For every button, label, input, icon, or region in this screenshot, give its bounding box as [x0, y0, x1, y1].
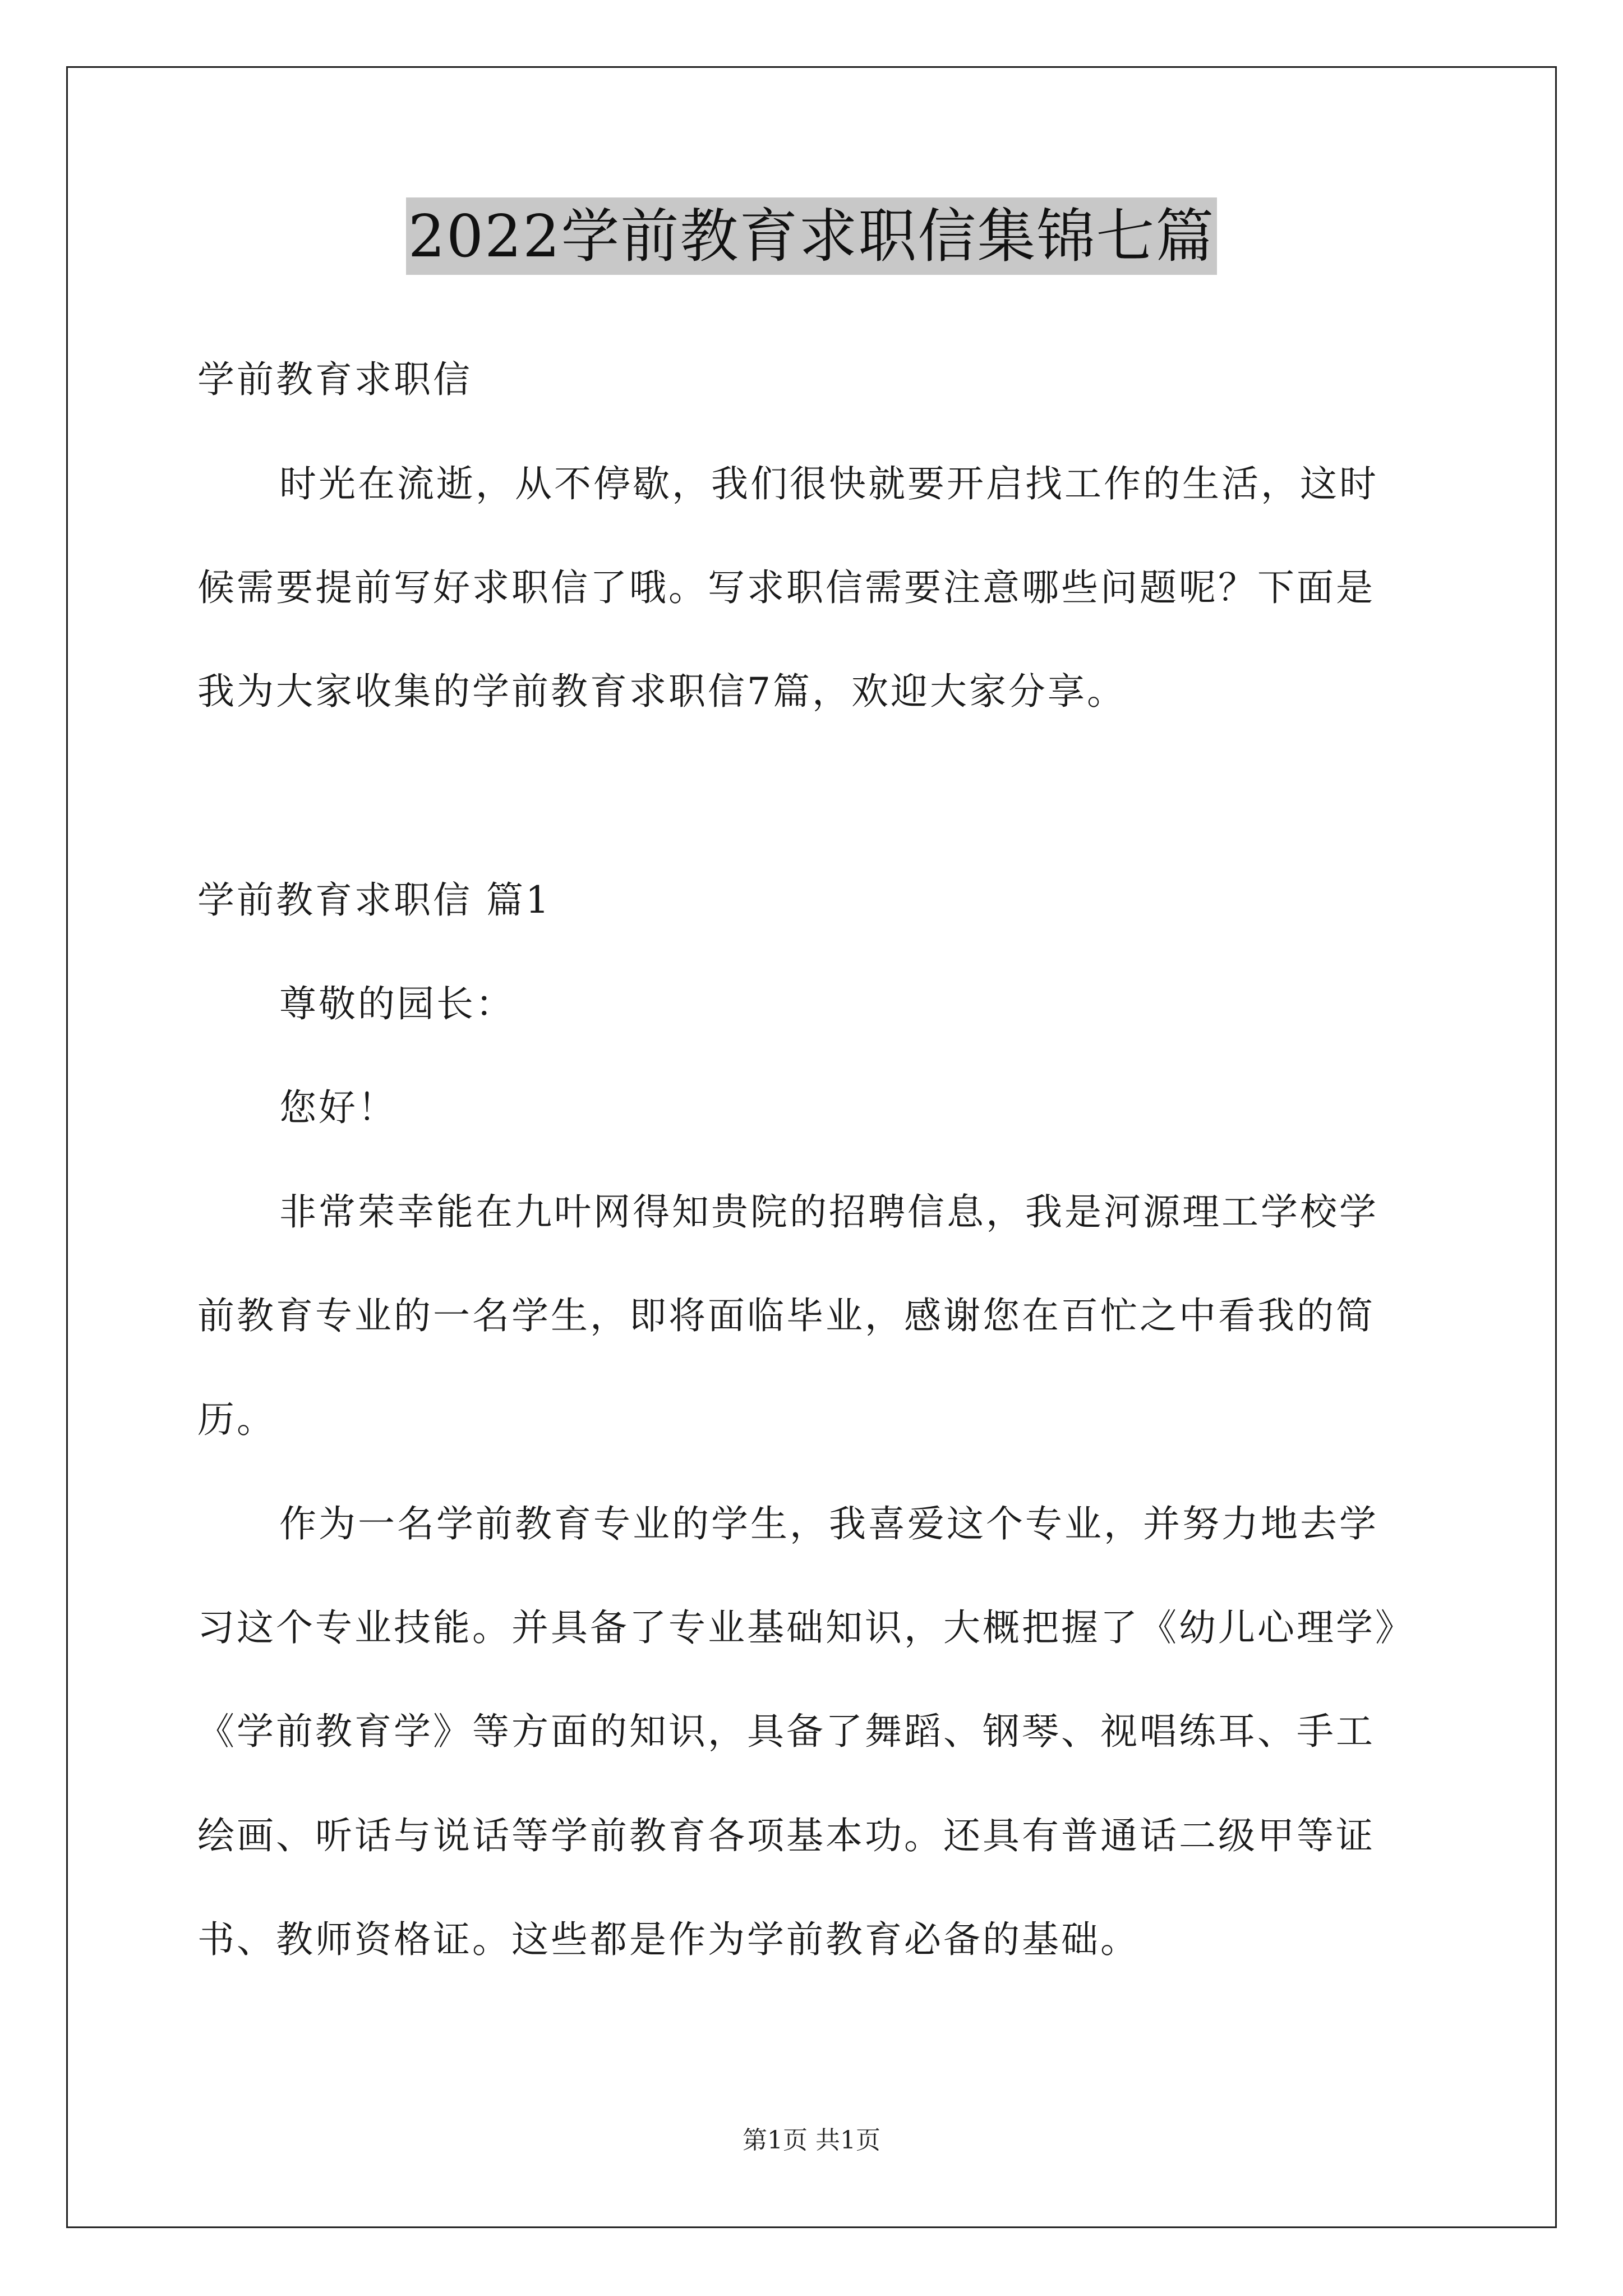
greeting: 您好！ [279, 1086, 397, 1129]
paragraph-line: 绘画、听话与说话等学前教育各项基本功。还具有普通话二级甲等证 [197, 1814, 1375, 1857]
document-title: 2022学前教育求职信集锦七篇 [406, 197, 1218, 275]
section-heading: 学前教育求职信 篇1 [197, 878, 551, 922]
salutation: 尊敬的园长： [279, 982, 515, 1025]
paragraph-line: 书、教师资格证。这些都是作为学前教育必备的基础。 [197, 1918, 1140, 1961]
paragraph-line: 历。 [197, 1398, 276, 1441]
title-block [0, 197, 1623, 275]
paragraph-line: 时光在流逝，从不停歇，我们很快就要开启找工作的生活，这时 [279, 462, 1378, 505]
paragraph-line: 非常荣幸能在九叶网得知贵院的招聘信息，我是河源理工学校学 [279, 1190, 1378, 1234]
paragraph-line: 习这个专业技能。并具备了专业基础知识，大概把握了《幼儿心理学》 [197, 1606, 1414, 1649]
paragraph-line: 候需要提前写好求职信了哦。写求职信需要注意哪些问题呢？下面是 [197, 566, 1375, 609]
paragraph-line: 《学前教育学》等方面的知识，具备了舞蹈、钢琴、视唱练耳、手工 [197, 1710, 1375, 1753]
paragraph-line: 前教育专业的一名学生，即将面临毕业，感谢您在百忙之中看我的简 [197, 1294, 1375, 1337]
paragraph-line: 作为一名学前教育专业的学生，我喜爱这个专业，并努力地去学 [279, 1502, 1378, 1545]
paragraph-line: 我为大家收集的学前教育求职信7篇，欢迎大家分享。 [197, 670, 1126, 713]
section-heading: 学前教育求职信 [197, 358, 472, 401]
page-footer: 第1页 共1页 [743, 2126, 880, 2155]
